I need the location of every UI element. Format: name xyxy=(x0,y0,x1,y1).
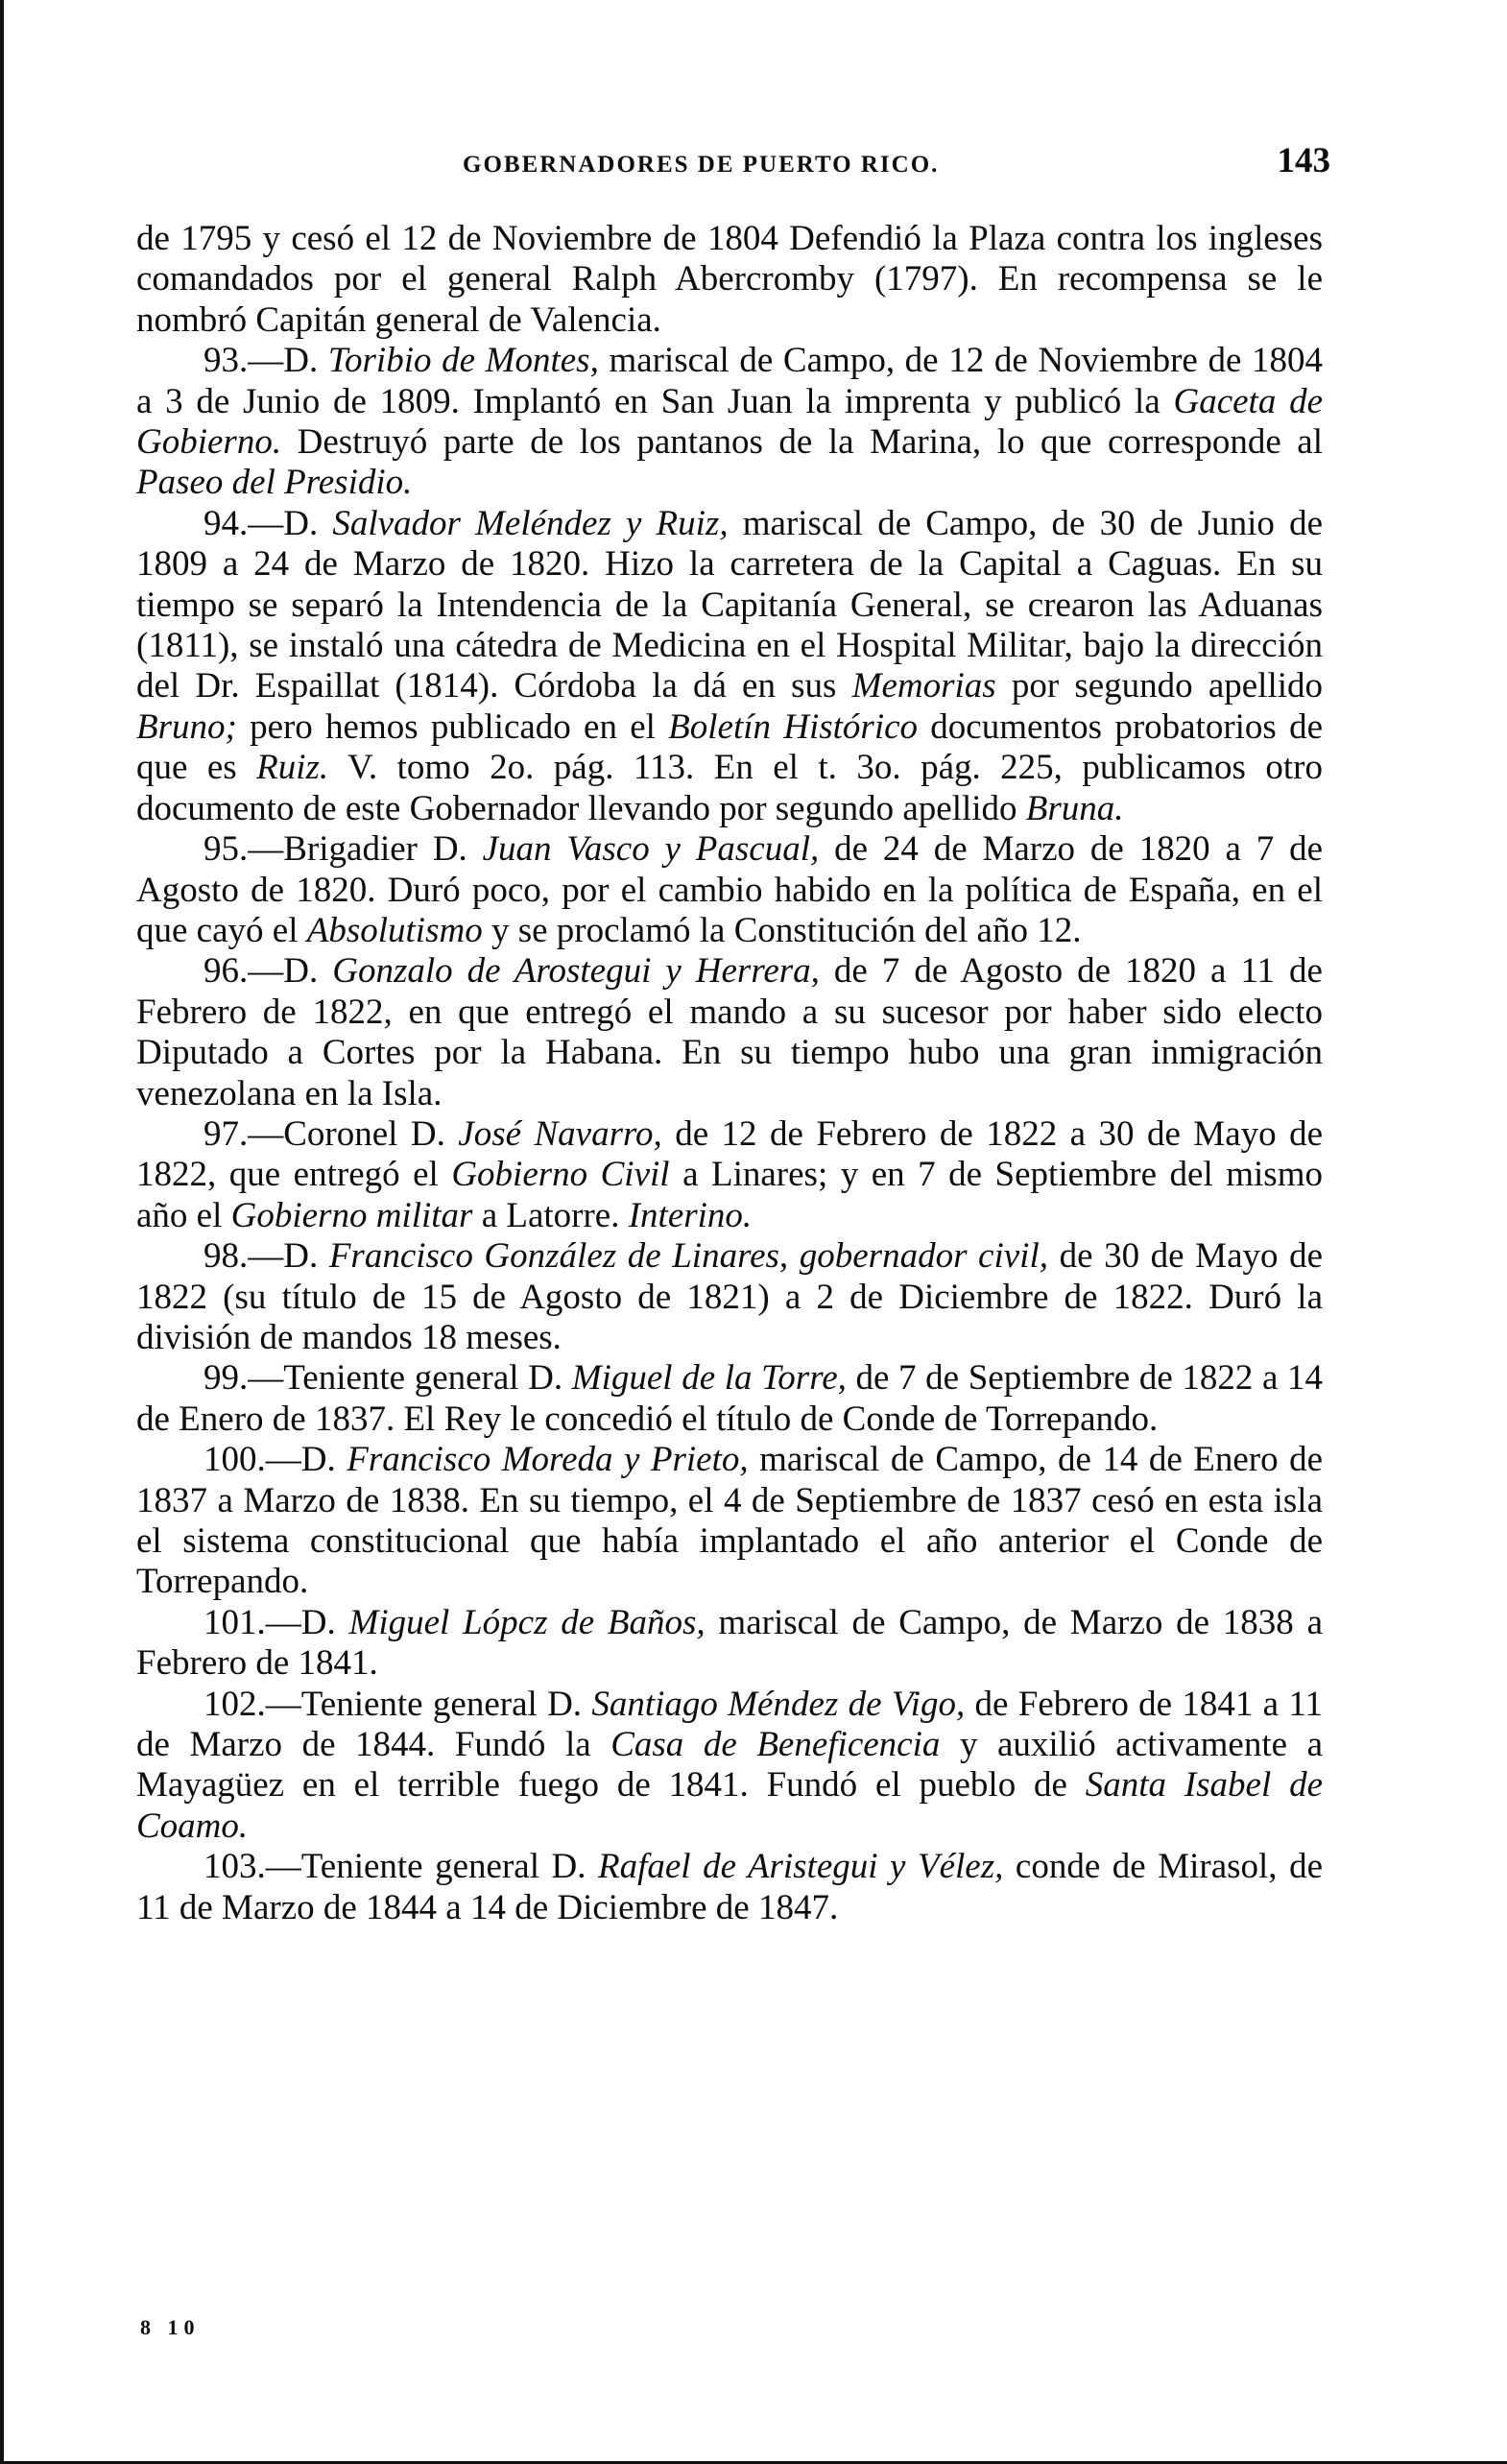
text-run: y se proclamó la Constitución del año 12. xyxy=(482,910,1082,950)
entry-number: 99.—Teniente general D. xyxy=(203,1358,572,1399)
text-run: de 12 de Febrero de 1822 a 30 de Mayo de 1822, que entregó el xyxy=(136,1113,1323,1195)
text-run: mariscal de Campo, de 14 de Enero de 1837 a Marzo de 1838. En su tiempo, el 4 de Septiembre de 1837 cesó en esta isla el sistema constitucional que había implantado el año anterior el Conde de Torrepando. xyxy=(136,1440,1323,1602)
paragraph-95 xyxy=(136,829,1323,951)
italic-term: Boletín Histórico xyxy=(668,706,919,747)
paragraph-continuation xyxy=(136,219,1323,341)
italic-term: Gobierno Civil xyxy=(451,1155,670,1195)
text-run: de 24 de Marzo de 1820 a 7 de Agosto de 1820. Duró poco, por el cambio habido en la política de España, en el que cayó el xyxy=(136,829,1323,950)
paragraph-101 xyxy=(136,1603,1323,1685)
italic-term: Casa de Beneficencia xyxy=(610,1725,941,1765)
paragraph-93 xyxy=(136,341,1323,504)
italic-term: Paseo del Presidio. xyxy=(136,463,413,503)
governor-name: Salvador Meléndez y Ruiz, xyxy=(332,503,729,543)
governor-name: Juan Vasco y Pascual, xyxy=(482,829,820,870)
text-run: de 1795 y cesó el 12 de Noviembre de 1804 Defendió la Plaza contra los ingleses comandados por el general Ralph Abercromby (1797). En recompensa se le nombró Capitán general de Valencia. xyxy=(136,219,1323,340)
text-run: a Latorre. xyxy=(472,1195,629,1235)
italic-term: Memorias xyxy=(851,666,996,706)
italic-term: Absolutismo xyxy=(306,910,483,950)
governor-name: Francisco González de Linares, gobernador civil, xyxy=(328,1236,1048,1277)
italic-term: Bruna. xyxy=(1025,788,1124,828)
governor-name: Francisco Moreda y Prieto, xyxy=(347,1440,749,1480)
entry-number: 100.—D. xyxy=(203,1440,347,1480)
paragraph-97 xyxy=(136,1114,1323,1236)
entry-number: 96.—D. xyxy=(203,951,333,992)
italic-term: Bruno; xyxy=(136,706,237,747)
italic-term: Santa Isabel de Coamo. xyxy=(136,1765,1323,1846)
scan-edge-left xyxy=(0,0,4,2464)
entry-number: 93.—D. xyxy=(203,341,328,381)
italic-term: Gaceta de Gobierno. xyxy=(136,381,1323,463)
entry-number: 98.—D. xyxy=(203,1236,329,1277)
text-run: pero hemos publicado en el xyxy=(236,706,669,747)
paragraph-98 xyxy=(136,1236,1323,1358)
paragraph-96 xyxy=(136,951,1323,1114)
paragraph-100 xyxy=(136,1440,1323,1603)
body-text xyxy=(136,219,1323,1928)
entry-number: 97.—Coronel D. xyxy=(203,1113,459,1154)
page-header xyxy=(463,140,1330,181)
entry-number: 101.—D. xyxy=(203,1602,349,1642)
text-run: mariscal de Campo, de 12 de Noviembre de 1804 a 3 de Junio de 1809. Implantó en San Juan la imprenta y publicó la xyxy=(136,341,1323,421)
text-run: Destruyó parte de los pantanos de la Marina, lo que corresponde al xyxy=(281,422,1323,463)
governor-name: Miguel de la Torre, xyxy=(571,1358,847,1399)
italic-term: Gobierno militar xyxy=(230,1195,473,1235)
running-head: GOBERNADORES DE PUERTO RICO. xyxy=(463,152,940,178)
italic-term: Interino. xyxy=(628,1195,753,1235)
text-run: de 7 de Septiembre de 1822 a 14 de Enero de 1837. El Rey le concedió el título de Conde de Torrepando. xyxy=(136,1358,1323,1439)
text-run: documentos probatorios de que es xyxy=(136,706,1323,788)
paragraph-99 xyxy=(136,1358,1323,1440)
governor-name: Santiago Méndez de Vigo, xyxy=(591,1684,966,1724)
paragraph-94 xyxy=(136,504,1323,829)
text-run: V. tomo 2o. pág. 113. En el t. 3o. pág. 225, publicamos otro documento de este Gobernador llevando por segundo apellido xyxy=(136,748,1323,828)
governor-name: Miguel Lópcz de Baños, xyxy=(348,1602,706,1642)
paragraph-102 xyxy=(136,1685,1323,1848)
governor-name: Gonzalo de Arostegui y Herrera, xyxy=(332,951,820,992)
text-run: mariscal de Campo, de 30 de Junio de 1809 a 24 de Marzo de 1820. Hizo la carretera de la Capital a Caguas. En su tiempo se separó la Intendencia de la Capitanía General, se crearon las Aduanas (1811), se instaló una cátedra de Medicina en el Hospital Militar, bajo la dirección del Dr. Espaillat (1814). Córdoba la dá en sus xyxy=(136,503,1323,706)
paragraph-103 xyxy=(136,1847,1323,1928)
governor-name: Toribio de Montes, xyxy=(327,341,599,381)
governor-name: José Navarro, xyxy=(458,1113,662,1154)
text-run: a Linares; y en 7 de Septiembre del mismo año el xyxy=(136,1155,1323,1235)
text-run: y auxilió activamente a Mayagüez en el terrible fuego de 1841. Fundó el pueblo de xyxy=(136,1725,1323,1806)
entry-number: 102.—Teniente general D. xyxy=(203,1684,592,1724)
governor-name: Rafael de Aristegui y Vélez, xyxy=(598,1847,1004,1887)
printer-signature-mark: 8 10 xyxy=(140,2315,201,2339)
entry-number: 95.—Brigadier D. xyxy=(203,829,483,870)
text-run: conde de Mirasol, de 11 de Marzo de 1844 a 14 de Diciembre de 1847. xyxy=(136,1847,1323,1927)
text-run: de 30 de Mayo de 1822 (su título de 15 de Agosto de 1821) a 2 de Diciembre de 1822. Duró la división de mandos 18 meses. xyxy=(136,1236,1323,1357)
entry-number: 103.—Teniente general D. xyxy=(203,1847,598,1887)
text-run: por segundo apellido xyxy=(995,666,1324,706)
text-run: de 7 de Agosto de 1820 a 11 de Febrero de 1822, en que entregó el mando a su sucesor por haber sido electo Diputado a Cortes por la Habana. En su tiempo hubo una gran inmigración venezolana en la Isla. xyxy=(136,951,1323,1113)
italic-term: Ruiz. xyxy=(256,748,329,788)
page-number: 143 xyxy=(1277,141,1330,180)
entry-number: 94.—D. xyxy=(203,503,333,543)
text-run: de Febrero de 1841 a 11 de Marzo de 1844. Fundó la xyxy=(136,1684,1324,1765)
text-run: mariscal de Campo, de Marzo de 1838 a Febrero de 1841. xyxy=(136,1602,1323,1684)
